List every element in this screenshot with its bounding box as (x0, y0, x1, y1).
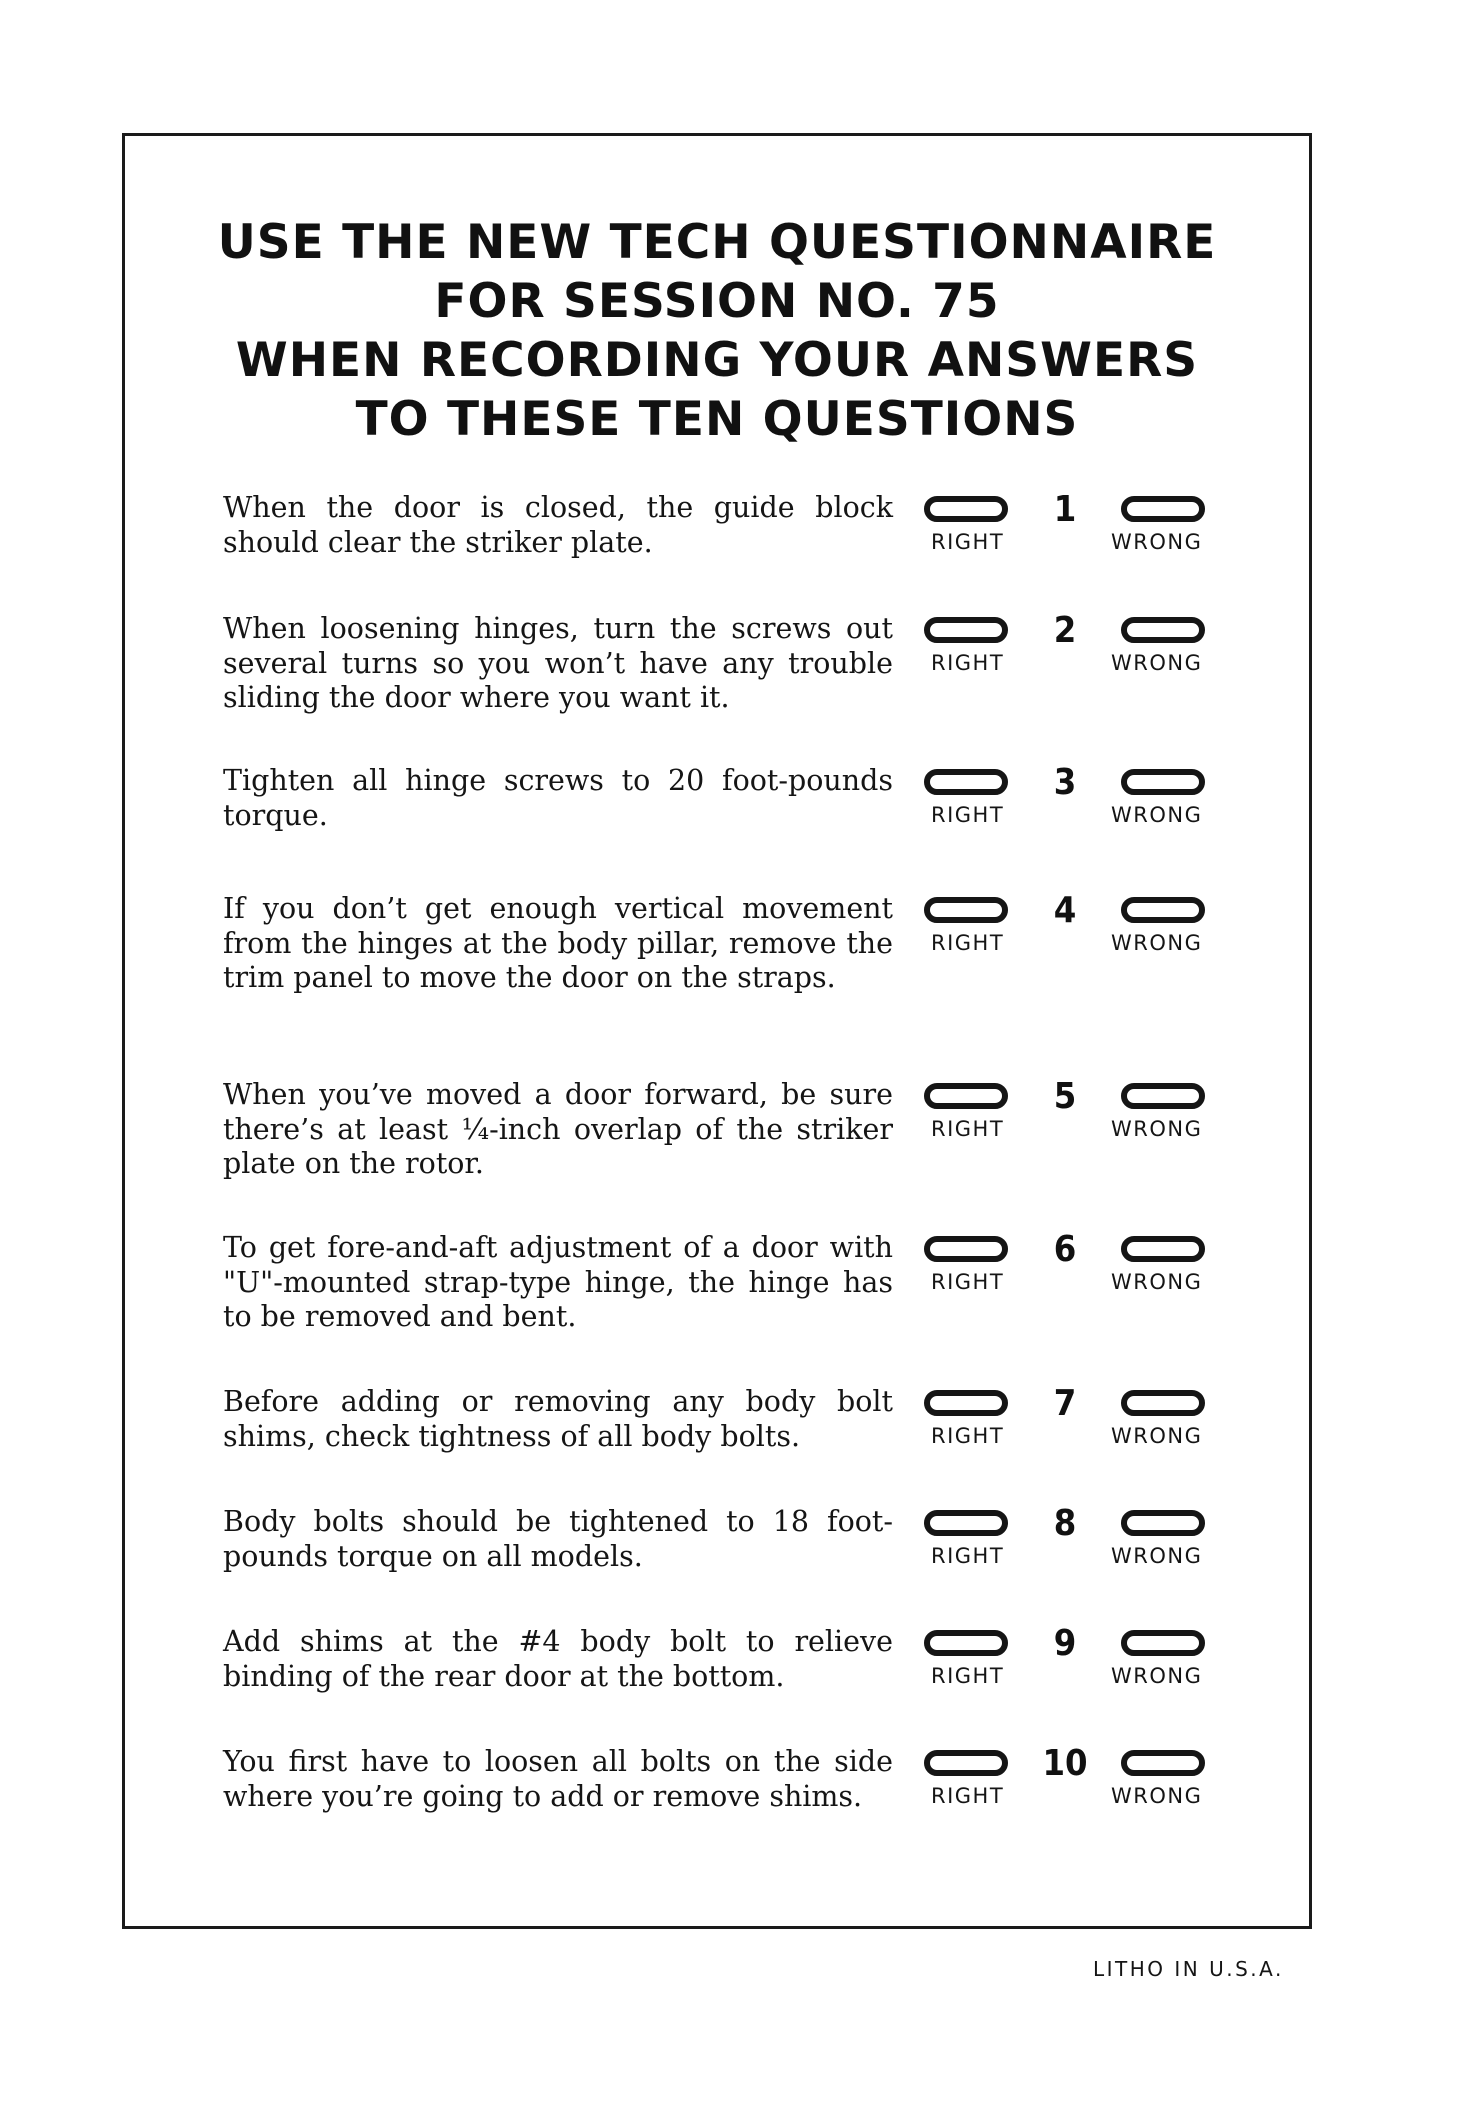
question-6-right-oval[interactable] (924, 1236, 1008, 1262)
question-3-right-oval[interactable] (924, 769, 1008, 795)
question-10-number: 10 (1042, 1743, 1088, 1784)
question-5 (125, 1078, 1309, 1198)
title-line-4: TO THESE TEN QUESTIONS (355, 392, 1079, 447)
question-3-text: Tighten all hinge screws to 20 foot-pounds torque. (223, 764, 893, 832)
questionnaire-frame (122, 133, 1312, 1929)
question-5-wrong-oval[interactable] (1121, 1083, 1205, 1109)
question-2 (125, 612, 1309, 732)
question-1-wrong-oval[interactable] (1121, 496, 1205, 522)
question-1-wrong-label: WRONG (1111, 530, 1203, 554)
question-5-right-oval[interactable] (924, 1083, 1008, 1109)
question-6-text: To get fore-and-aft adjustment of a door with "U"-mounted strap-type hinge, the hinge has to be removed and bent. (223, 1231, 893, 1333)
question-10-right-oval[interactable] (924, 1750, 1008, 1776)
question-10 (125, 1745, 1309, 1865)
question-7-number: 7 (1053, 1383, 1077, 1424)
question-8 (125, 1505, 1309, 1625)
question-4-number: 4 (1053, 890, 1077, 931)
question-4 (125, 892, 1309, 1012)
question-9-right-label: RIGHT (931, 1664, 1005, 1688)
question-3-wrong-label: WRONG (1111, 803, 1203, 827)
question-7-text: Before adding or removing any body bolt shims, check tightness of all body bolts. (223, 1385, 893, 1453)
question-5-text: When you’ve moved a door forward, be sure there’s at least ¼-inch overlap of the striker plate on the rotor. (223, 1078, 893, 1180)
question-8-wrong-oval[interactable] (1121, 1510, 1205, 1536)
question-4-right-label: RIGHT (931, 931, 1005, 955)
printer-imprint: LITHO IN U.S.A. (1093, 1957, 1284, 1981)
question-2-wrong-label: WRONG (1111, 651, 1203, 675)
question-6-number: 6 (1053, 1229, 1077, 1270)
question-8-wrong-label: WRONG (1111, 1544, 1203, 1568)
question-7-right-oval[interactable] (924, 1390, 1008, 1416)
question-2-right-oval[interactable] (924, 617, 1008, 643)
question-3-right-label: RIGHT (931, 803, 1005, 827)
question-4-text: If you don’t get enough vertical movement from the hinges at the body pillar, remove the trim panel to move the door on the straps. (223, 892, 893, 994)
question-7 (125, 1385, 1309, 1505)
question-3 (125, 764, 1309, 884)
question-10-wrong-label: WRONG (1111, 1784, 1203, 1808)
question-1-right-oval[interactable] (924, 496, 1008, 522)
question-4-right-oval[interactable] (924, 897, 1008, 923)
question-2-right-label: RIGHT (931, 651, 1005, 675)
question-2-text: When loosening hinges, turn the screws out several turns so you won’t have any trouble sliding the door where you want it. (223, 612, 893, 714)
question-8-right-label: RIGHT (931, 1544, 1005, 1568)
question-9 (125, 1625, 1309, 1745)
question-2-wrong-oval[interactable] (1121, 617, 1205, 643)
question-6 (125, 1231, 1309, 1351)
question-4-wrong-label: WRONG (1111, 931, 1203, 955)
question-1-right-label: RIGHT (931, 530, 1005, 554)
title-line-1: USE THE NEW TECH QUESTIONNAIRE (217, 215, 1217, 270)
question-9-right-oval[interactable] (924, 1630, 1008, 1656)
question-9-wrong-label: WRONG (1111, 1664, 1203, 1688)
question-3-wrong-oval[interactable] (1121, 769, 1205, 795)
question-10-wrong-oval[interactable] (1121, 1750, 1205, 1776)
page-title (125, 213, 1309, 449)
question-7-wrong-oval[interactable] (1121, 1390, 1205, 1416)
question-5-wrong-label: WRONG (1111, 1117, 1203, 1141)
question-5-number: 5 (1053, 1076, 1077, 1117)
title-line-3: WHEN RECORDING YOUR ANSWERS (235, 333, 1199, 388)
question-7-right-label: RIGHT (931, 1424, 1005, 1448)
question-1 (125, 491, 1309, 611)
question-6-wrong-oval[interactable] (1121, 1236, 1205, 1262)
question-9-wrong-oval[interactable] (1121, 1630, 1205, 1656)
question-5-right-label: RIGHT (931, 1117, 1005, 1141)
question-2-number: 2 (1053, 610, 1077, 651)
question-6-right-label: RIGHT (931, 1270, 1005, 1294)
question-9-number: 9 (1053, 1623, 1077, 1664)
question-8-text: Body bolts should be tightened to 18 foot-pounds torque on all models. (223, 1505, 893, 1573)
question-1-number: 1 (1053, 489, 1077, 530)
question-7-wrong-label: WRONG (1111, 1424, 1203, 1448)
question-3-number: 3 (1053, 762, 1077, 803)
question-6-wrong-label: WRONG (1111, 1270, 1203, 1294)
question-10-right-label: RIGHT (931, 1784, 1005, 1808)
question-8-right-oval[interactable] (924, 1510, 1008, 1536)
question-9-text: Add shims at the #4 body bolt to relieve binding of the rear door at the bottom. (223, 1625, 893, 1693)
title-line-2: FOR SESSION NO. 75 (434, 274, 1000, 329)
question-8-number: 8 (1053, 1503, 1077, 1544)
question-1-text: When the door is closed, the guide block should clear the striker plate. (223, 491, 893, 559)
question-10-text: You first have to loosen all bolts on the side where you’re going to add or remove shims. (223, 1745, 893, 1813)
question-4-wrong-oval[interactable] (1121, 897, 1205, 923)
